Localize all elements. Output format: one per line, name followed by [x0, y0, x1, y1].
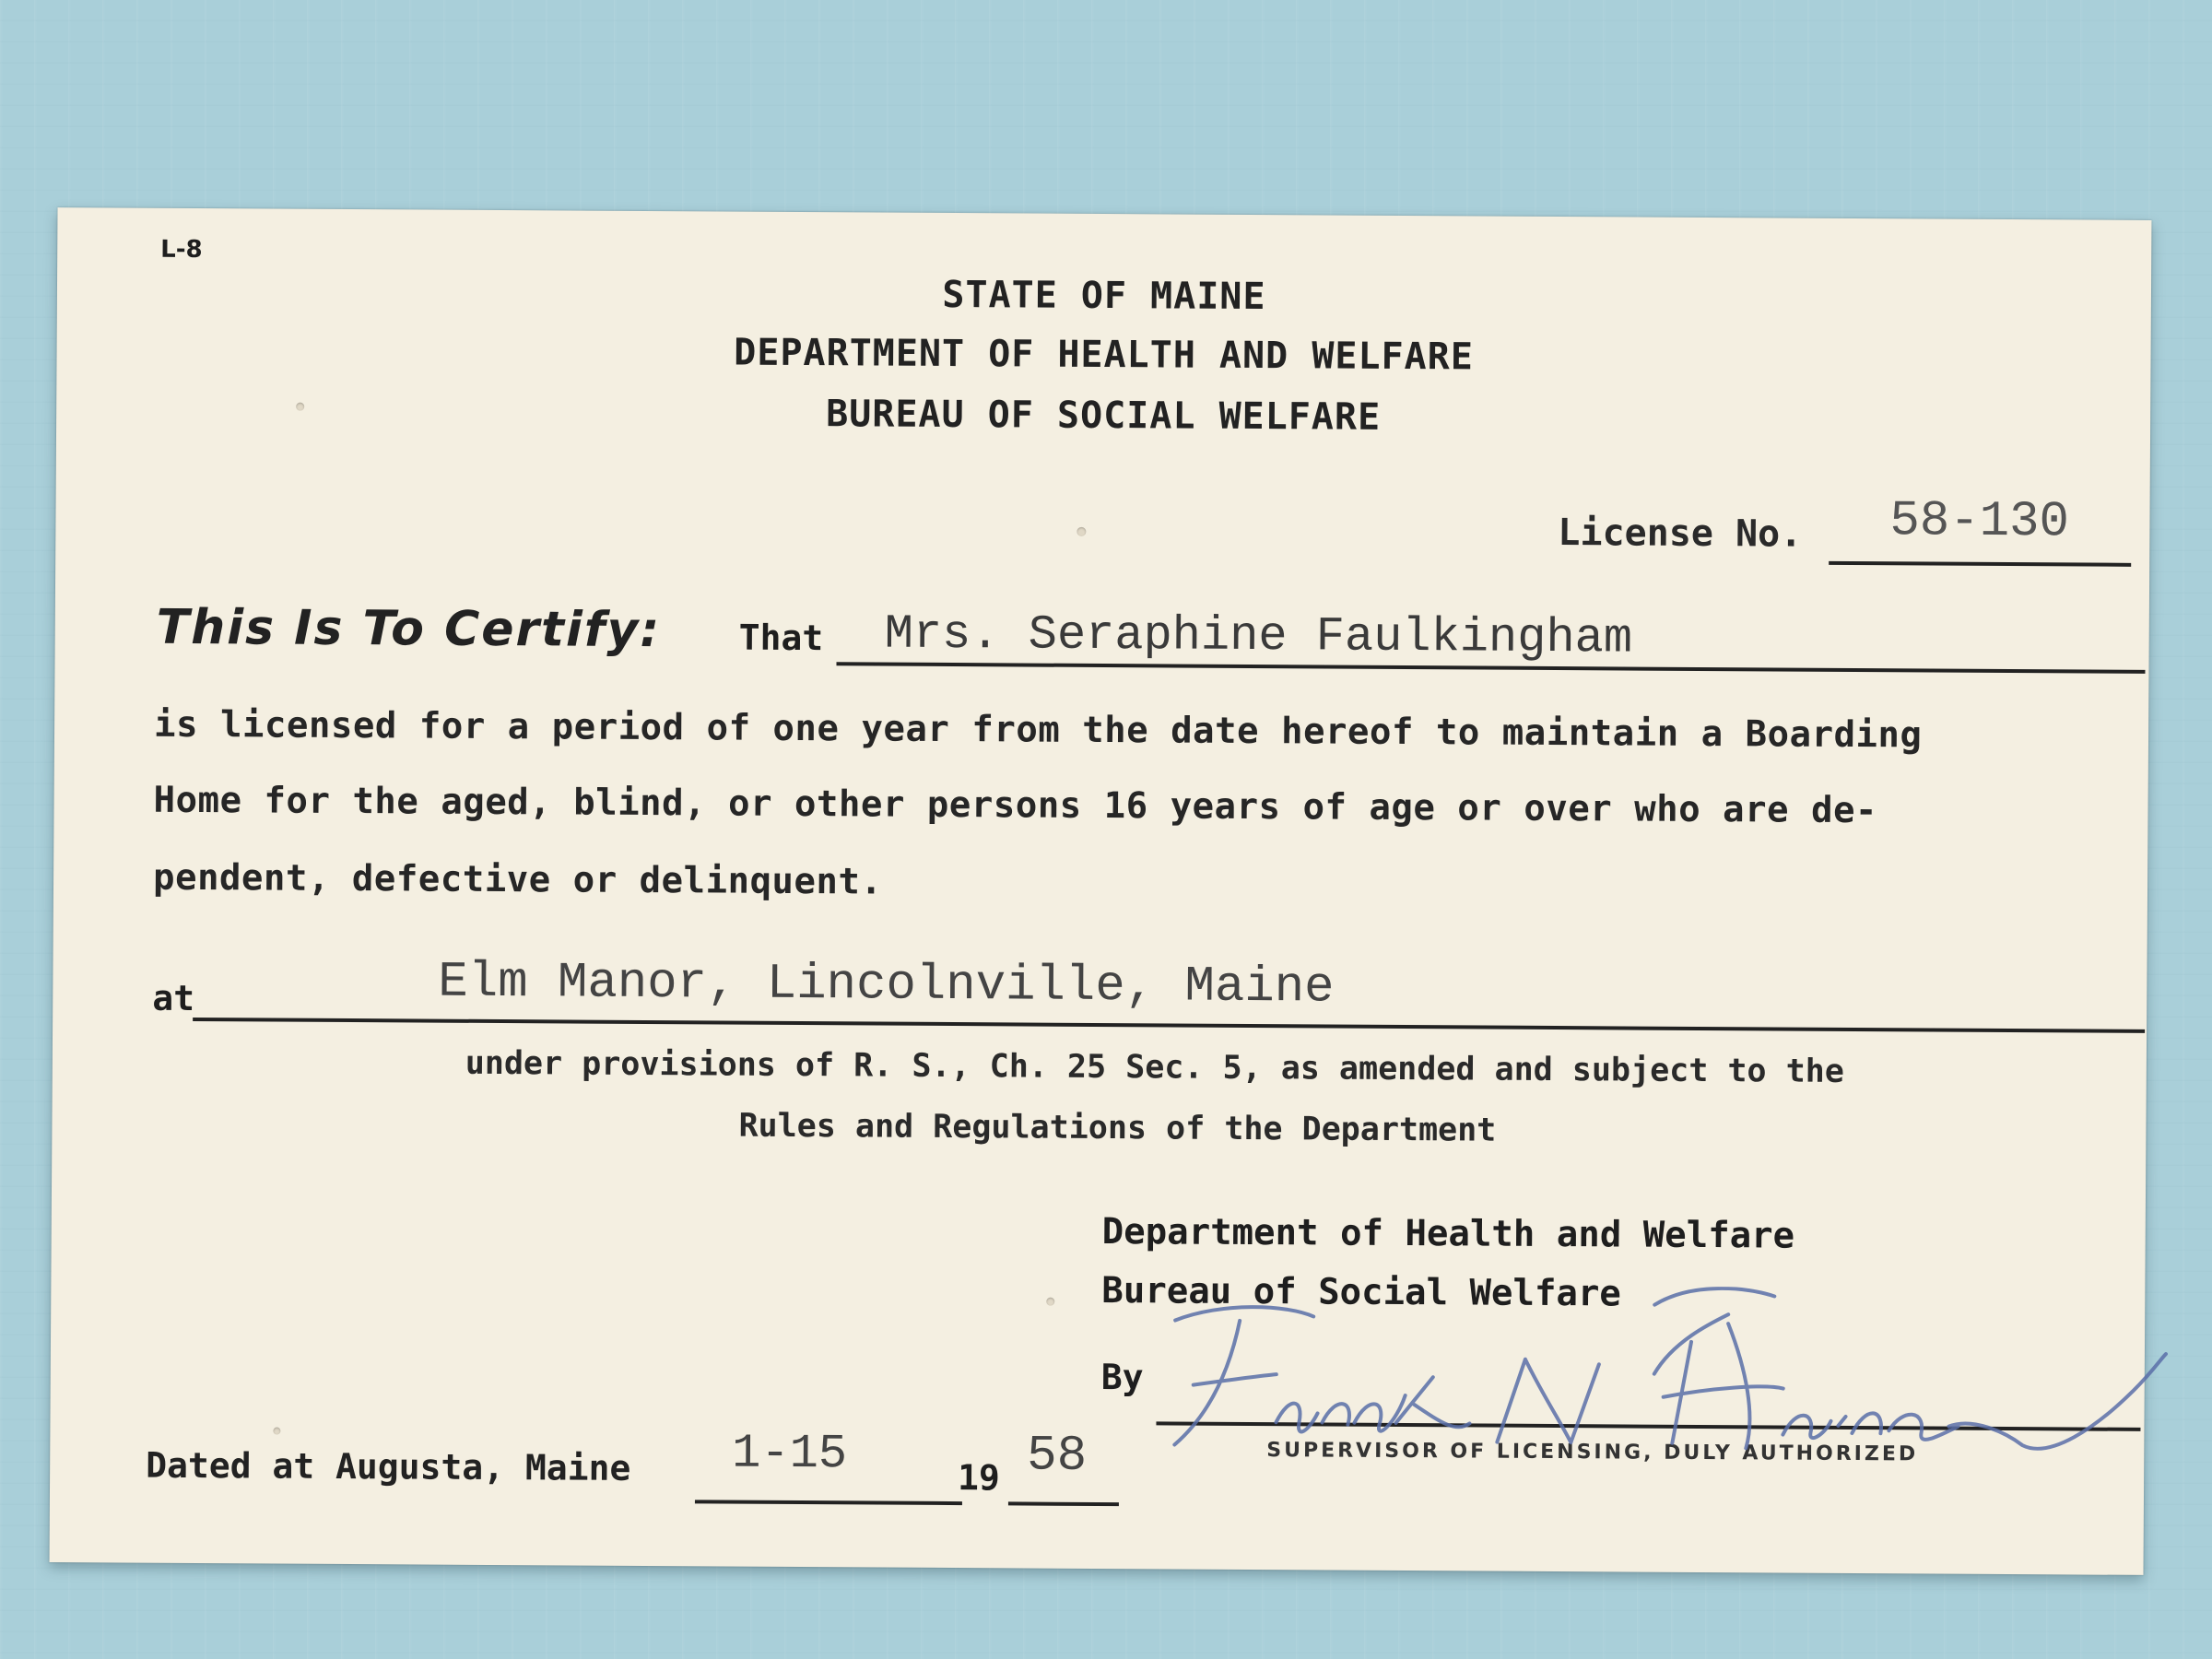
- signature-bureau: Bureau of Social Welfare: [1101, 1270, 1622, 1315]
- license-number-line: [1829, 561, 2131, 567]
- location-value: Elm Manor, Lincolnville, Maine: [438, 954, 1335, 1017]
- that-label: That: [738, 617, 824, 659]
- signature-caption: SUPERVISOR OF LICENSING, DULY AUTHORIZED: [1266, 1439, 1919, 1466]
- date-month-day: 1-15: [732, 1426, 848, 1482]
- location-line: [193, 1018, 2145, 1033]
- provisions-line-2: Rules and Regulations of the Department: [738, 1107, 1497, 1149]
- year-line: [1008, 1501, 1119, 1506]
- form-code: L-8: [160, 235, 203, 265]
- date-line: [695, 1500, 962, 1505]
- provisions-line-1: under provisions of R. S., Ch. 25 Sec. 5, as amended and subject to the: [465, 1044, 1844, 1090]
- header-bureau: BUREAU OF SOCIAL WELFARE: [826, 393, 1382, 439]
- header-state: STATE OF MAINE: [942, 273, 1266, 319]
- body-line-3: pendent, defective or delinquent.: [152, 856, 883, 903]
- handwritten-signature: [1137, 1283, 2189, 1483]
- pinhole-mark: [1077, 527, 1086, 536]
- signature-department: Department of Health and Welfare: [1101, 1211, 1795, 1257]
- dated-label: Dated at Augusta, Maine: [146, 1444, 631, 1488]
- location-label: at: [152, 977, 195, 1018]
- licensee-name: Mrs. Seraphine Faulkingham: [884, 606, 1633, 666]
- license-number-label: License No.: [1558, 512, 1803, 556]
- by-label: By: [1100, 1357, 1144, 1398]
- header-department: DEPARTMENT OF HEALTH AND WELFARE: [734, 331, 1475, 379]
- pinhole-mark: [273, 1428, 280, 1435]
- body-line-2: Home for the aged, blind, or other persons 16 years of age or over who are de-: [153, 779, 1878, 832]
- certify-heading: This Is To Certify:: [156, 599, 662, 659]
- pinhole-mark: [1046, 1298, 1054, 1306]
- pinhole-mark: [296, 403, 304, 411]
- license-card: [50, 207, 2152, 1575]
- date-year: 58: [1027, 1428, 1088, 1485]
- license-number-value: 58-130: [1889, 493, 2070, 551]
- date-century: 19: [957, 1457, 1001, 1499]
- body-line-1: is licensed for a period of one year from the date hereof to maintain a Boarding: [153, 703, 1923, 757]
